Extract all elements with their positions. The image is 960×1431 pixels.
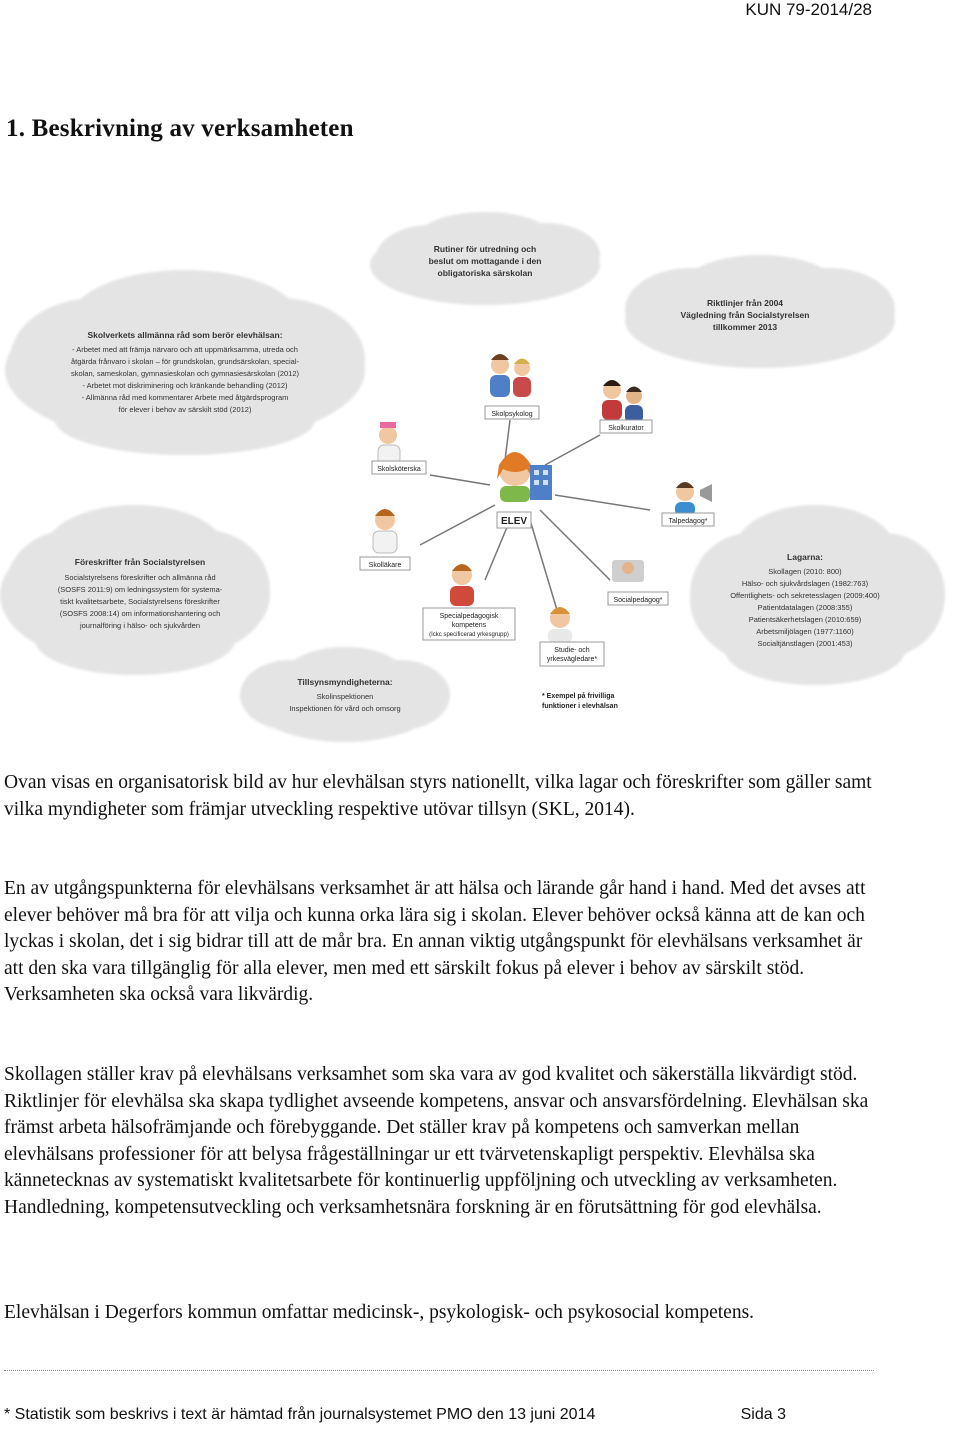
cloud-tillsyn-title: Tillsynsmyndigheterna:: [297, 677, 393, 687]
role-skolpsykolog: Skolpsykolog: [491, 411, 533, 418]
cloud-riktlinjer-line-3: tillkommer 2013: [712, 322, 778, 332]
cloud-riktlinjer-line-2: Vägledning från Socialstyrelsen: [680, 310, 810, 320]
cloud-lagarna-line-7: Socialtjänstlagen (2001:453): [757, 639, 853, 648]
paragraph-utgangspunkter: En av utgångspunkterna för elevhälsans verksamhet är att hälsa och lärande går hand i hand. Med det avses att elever behöver må bra för att vilja och kunna orka lära sig i skolan. Elever behöver också känna att de kan och lyckas i skolan, det i sig bidrar till att de mår bra. En annan viktig utgångspunkt för elevhälsans verksamhet är att den ska vara tillgänglig för alla elever, men med ett särskilt fokus på elever i behov av särskilt stöd. Verksamheten ska också vara likvärdig.: [4, 878, 866, 1005]
role-studie-line-1: Studie- och: [554, 647, 590, 654]
document-reference: KUN 79-2014/28: [745, 0, 872, 19]
cloud-allmanna-line-4: - Arbetet mot diskriminering och kränkande behandling (2012): [82, 381, 288, 390]
role-studie-line-2: yrkesvägledare*: [546, 656, 598, 663]
paragraph-intro: Ovan visas en organisatorisk bild av hur elevhälsan styrs nationellt, vilka lagar och föreskrifter som gäller samt vilka myndigheter som främjar utveckling respektive utövar tillsyn (SKL, 2014).: [4, 772, 872, 820]
cloud-tillsyn-line-2: Inspektionen för vård och omsorg: [289, 704, 401, 713]
person-socialpedagog-icon: [612, 560, 644, 582]
cloud-lagarna-line-6: Arbetsmiljölagen (1977:1160): [756, 627, 854, 636]
paragraph-skollagen: Skollagen ställer krav på elevhälsans verksamhet som ska vara av god kvalitet och säkerställa likvärdigt stöd. Riktlinjer för elevhälsa ska skapa tydlighet avseende kompetens, ansvar och ansvarsfördelning. Elevhälsan ska främst arbeta hälsofrämjande och förebyggande. Det ställer krav på kompetens och samverkan mellan elevhälsans professioner för att belysa frågeställningar ur ett tvärvetenskapligt perspektiv. Elevhälsa ska kännetecknas av systematiskt kvalitetsarbete för kontinuerlig uppföljning och utveckling av verksamheten. Handledning, kompetensutveckling och verksamhetsnära forskning är en förutsättning för god elevhälsa.: [4, 1064, 869, 1218]
cloud-lagarna-line-3: Offentlighets- och sekretesslagen (2009:400): [730, 591, 880, 600]
cloud-allmanna-line-6: för elever i behov av särskilt stöd (2012): [118, 405, 252, 414]
footer-divider: [4, 1370, 874, 1371]
cloud-lagarna-line-5: Patientsäkerhetslagen (2010:659): [748, 615, 862, 624]
person-specialpedagog-icon: [450, 564, 474, 606]
person-skolpsykolog-icon: [490, 354, 531, 397]
person-skolskoterska-icon: [378, 422, 400, 465]
cloud-foreskrifter-line-4: (SOSFS 2008:14) om informationshantering och: [59, 609, 221, 618]
cloud-allmanna-line-1: - Arbetet med att främja närvaro och att uppmärksamma, utreda och: [72, 345, 298, 354]
cloud-lagarna-line-2: Hälso- och sjukvårdslagen (1982:763): [741, 579, 869, 588]
role-talpedagog: Talpedagog*: [668, 518, 708, 525]
paragraph-degerfors: Elevhälsan i Degerfors kommun omfattar medicinsk-, psykologisk- och psykosocial kompetens.: [4, 1302, 755, 1323]
cloud-foreskrifter-line-3: tiskt kvalitetsarbete, Socialstyrelsens föreskrifter: [60, 597, 220, 606]
page-footer: [4, 1406, 794, 1424]
section-title: [6, 115, 354, 143]
page-number: Sida 3: [740, 1406, 786, 1423]
diagram-note-line-2: funktioner i elevhälsan: [542, 703, 618, 710]
cloud-lagarna-line-4: Patientdatalagen (2008:355): [757, 603, 853, 612]
person-talpedagog-icon: [675, 482, 712, 516]
diagram-note-line-1: * Exempel på frivilliga: [542, 693, 615, 700]
role-specialpedagogisk-line-2: kompetens: [451, 622, 487, 629]
role-specialpedagogisk-line-3: (Ickc specificerad yrkesgrupp): [429, 632, 509, 638]
person-elev-icon: [497, 452, 552, 502]
role-socialpedagog: Socialpedagog*: [613, 597, 663, 604]
section-title-text: Beskrivning av verksamheten: [31, 115, 354, 142]
cloud-lagarna-title: Lagarna:: [787, 552, 823, 562]
cloud-rutiner-line-2: beslut om mottagande i den: [428, 256, 542, 266]
person-skollakare-icon: [373, 509, 397, 553]
cloud-allmanna-title: Skolverkets allmänna råd som berör elevhälsan:: [87, 330, 283, 340]
role-skollakare: Skolläkare: [368, 562, 402, 569]
cloud-rutiner-line-3: obligatoriska särskolan: [437, 268, 533, 278]
elevhalsa-organisation-diagram: [0, 210, 960, 755]
footer-note: * Statistik som beskrivs i text är hämtad från journalsystemet PMO den 13 juni 2014: [4, 1406, 596, 1423]
role-specialpedagogisk-line-1: Specialpedagogisk: [439, 613, 499, 620]
cloud-lagarna-line-1: Skollagen (2010: 800): [768, 567, 842, 576]
person-skolkurator-icon: [602, 380, 643, 423]
cloud-tillsyn-line-1: Skolinspektionen: [316, 692, 374, 701]
role-skolskoterska: Skolsköterska: [377, 466, 421, 473]
role-skolkurator: Skolkurator: [608, 425, 644, 432]
cloud-foreskrifter-title: Föreskrifter från Socialstyrelsen: [74, 557, 206, 567]
cloud-allmanna-line-5: - Allmänna råd med kommentarer Arbete med åtgärdsprogram: [81, 393, 289, 402]
cloud-allmanna-line-2: åtgärda frånvaro i skolan – för grundskolan, grundsärskolan, special-: [70, 357, 300, 366]
section-number: 1.: [6, 115, 26, 142]
person-studie-yrkesvagledare-icon: [548, 607, 572, 643]
cloud-rutiner-line-1: Rutiner för utredning och: [433, 244, 537, 254]
cloud-foreskrifter-line-1: Socialstyrelsens föreskrifter och allmänna råd: [64, 573, 216, 582]
cloud-foreskrifter-line-2: (SOSFS 2011:9) om ledningssystem för systema-: [57, 585, 223, 594]
cloud-allmanna-line-3: skolan, sameskolan, gymnasieskolan och gymnasiesärskolan (2012): [70, 369, 300, 378]
center-elev: ELEV: [500, 516, 528, 527]
cloud-foreskrifter-line-5: journalföring i hälso- och sjukvården: [79, 621, 201, 630]
cloud-riktlinjer-line-1: Riktlinjer från 2004: [706, 298, 784, 308]
